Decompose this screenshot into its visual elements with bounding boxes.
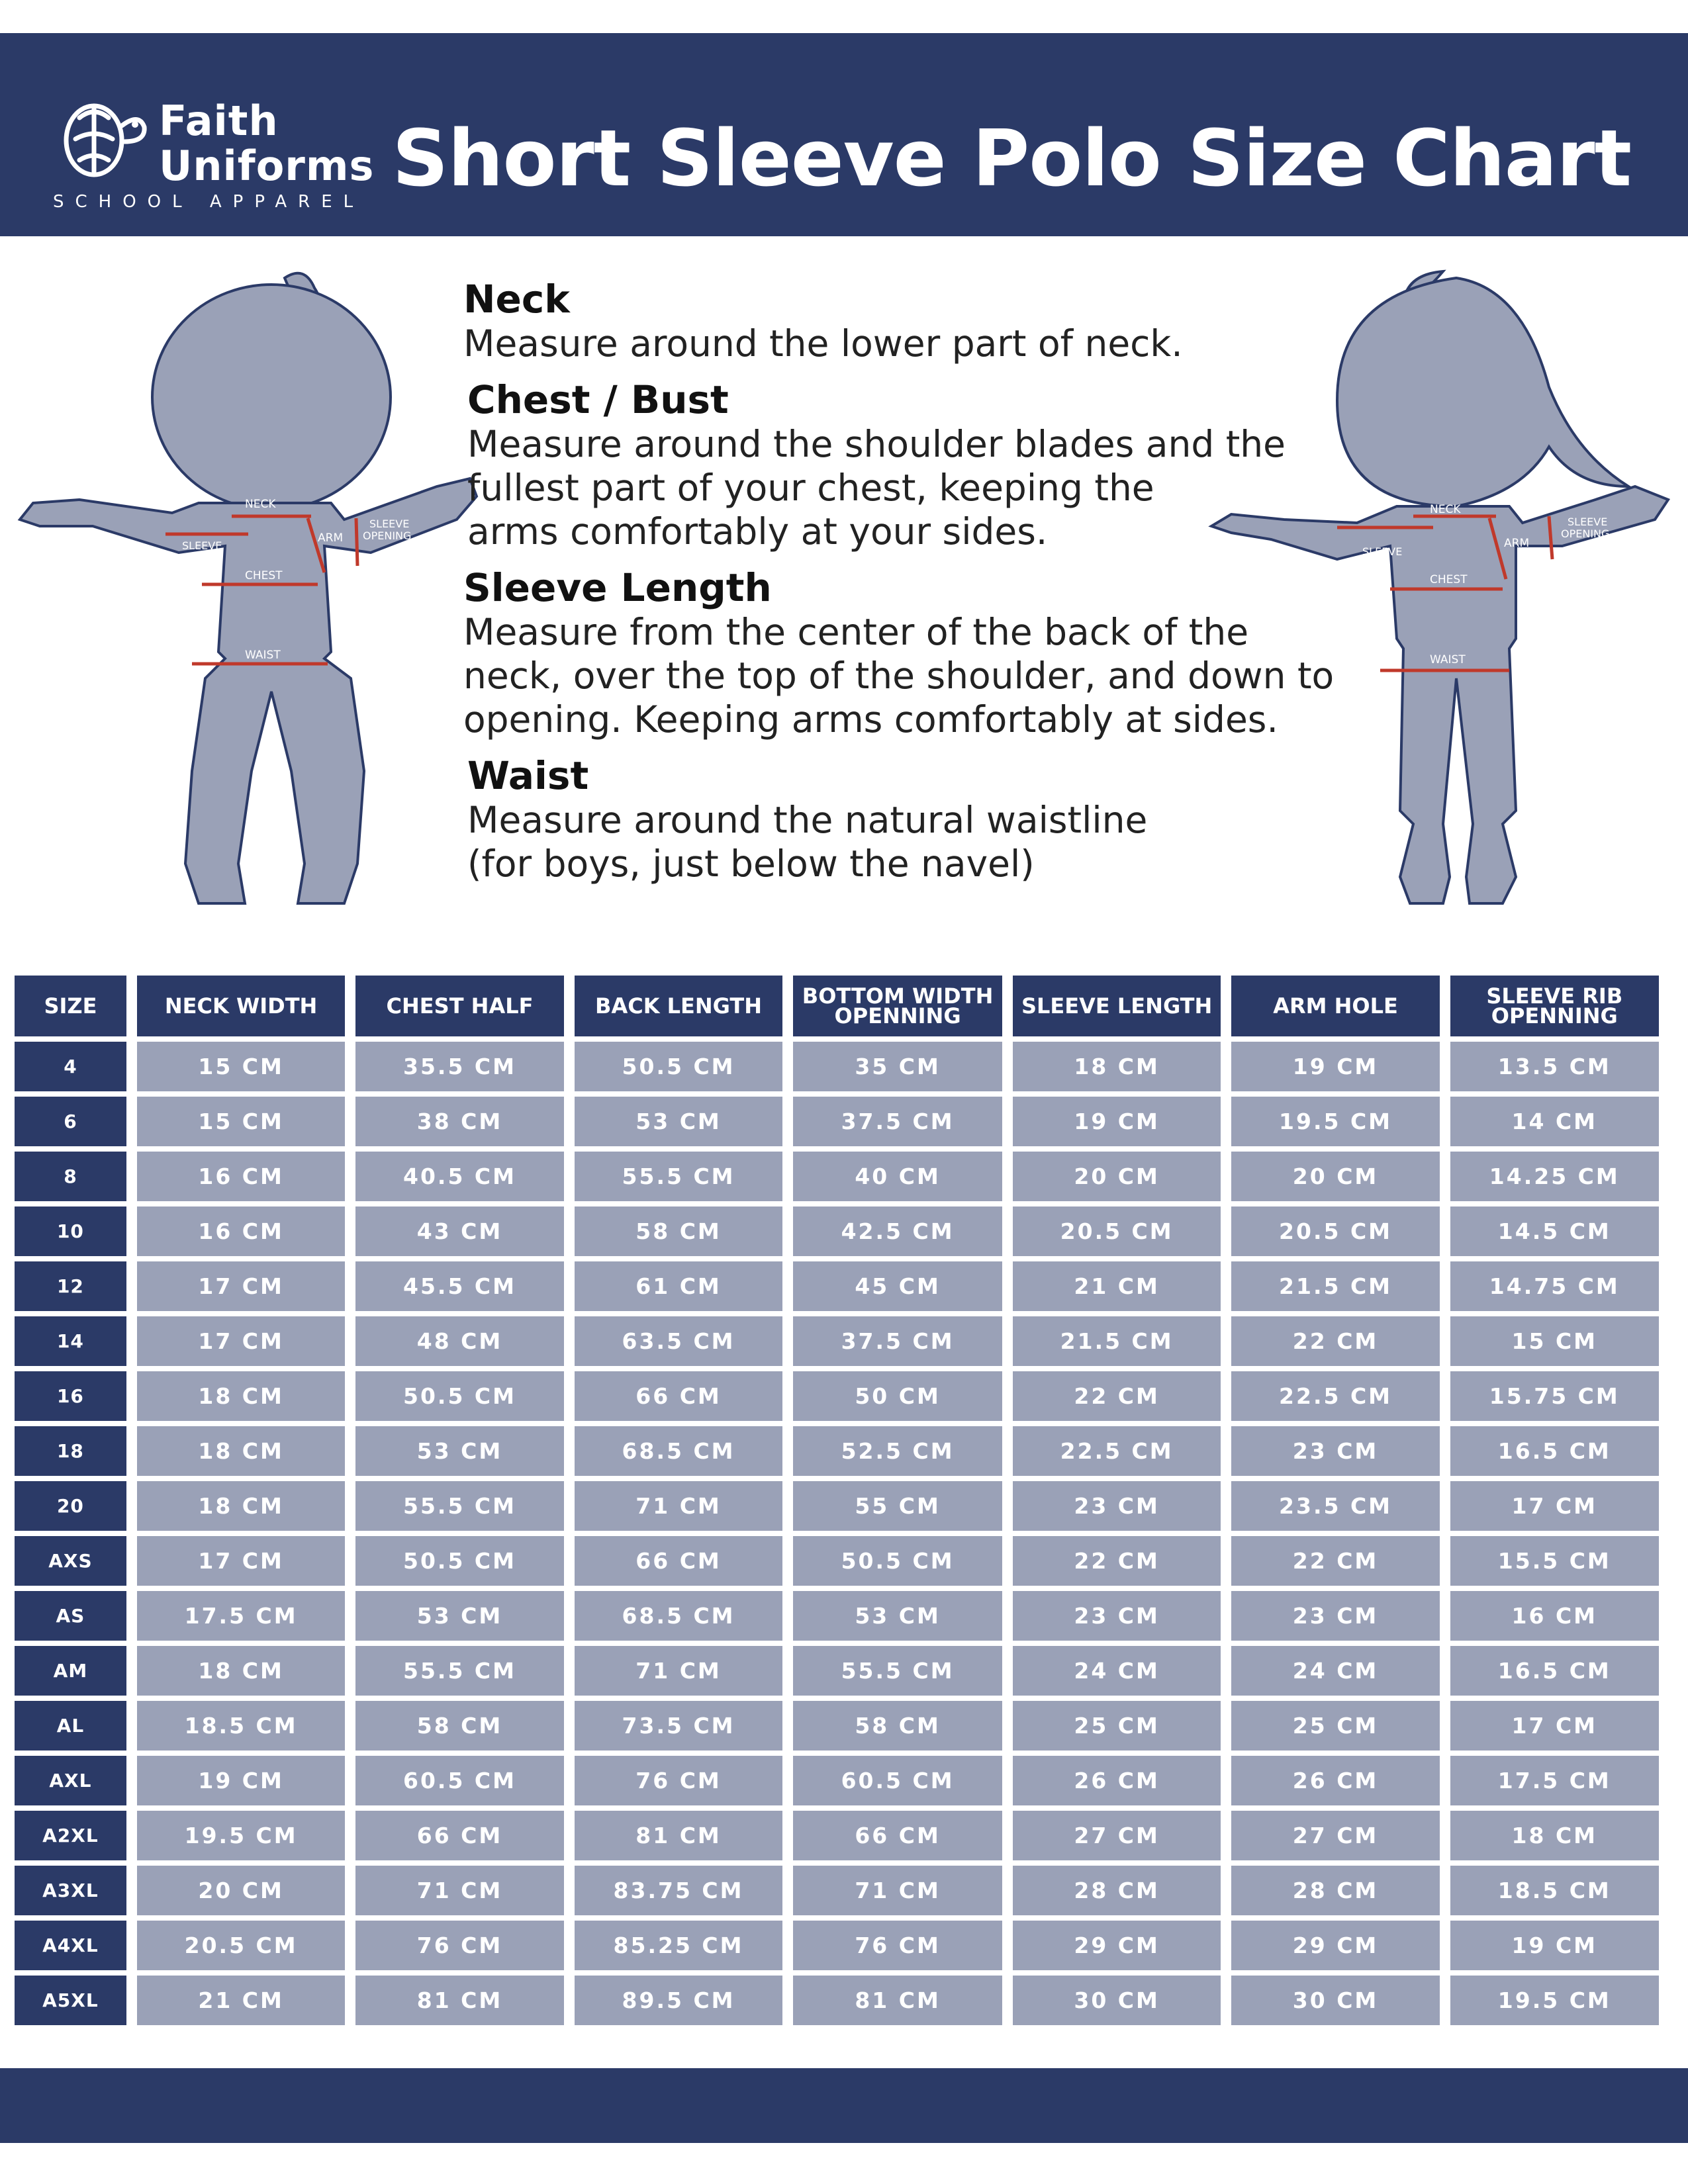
table-row bbox=[15, 1921, 1659, 1970]
table-row bbox=[15, 1536, 1659, 1586]
table-row bbox=[15, 1371, 1659, 1421]
table-cell: 30 CM bbox=[1231, 1976, 1439, 2025]
table-cell: 52.5 CM bbox=[793, 1426, 1002, 1476]
table-cell: 28 CM bbox=[1013, 1866, 1221, 1915]
table-cell: 23 CM bbox=[1231, 1426, 1439, 1476]
measurement-heading: Sleeve Length bbox=[463, 565, 772, 610]
table-cell: 71 CM bbox=[355, 1866, 563, 1915]
size-cell: AXS bbox=[15, 1536, 126, 1586]
table-cell: 58 CM bbox=[793, 1701, 1002, 1751]
figure-label-sleeve: SLEEVE bbox=[182, 539, 222, 552]
column-header: BOTTOM WIDTH OPENNING bbox=[793, 976, 1002, 1036]
table-cell: 24 CM bbox=[1013, 1646, 1221, 1696]
table-cell: 81 CM bbox=[575, 1811, 783, 1860]
table-cell: 22 CM bbox=[1231, 1316, 1439, 1366]
table-cell: 81 CM bbox=[355, 1976, 563, 2025]
table-cell: 18 CM bbox=[1450, 1811, 1659, 1860]
table-cell: 81 CM bbox=[793, 1976, 1002, 2025]
measurement-text: Measure around the natural waistline (for boys, just below the navel) bbox=[467, 799, 1148, 885]
figure-label-sleeve-opening-2: OPENING bbox=[363, 529, 412, 542]
table-cell: 50.5 CM bbox=[355, 1371, 563, 1421]
measurement-neck bbox=[463, 277, 1377, 365]
table-cell: 53 CM bbox=[355, 1426, 563, 1476]
table-row bbox=[15, 1206, 1659, 1256]
table-cell: 22 CM bbox=[1013, 1536, 1221, 1586]
table-cell: 53 CM bbox=[575, 1097, 783, 1146]
table-cell: 21.5 CM bbox=[1231, 1261, 1439, 1311]
table-cell: 30 CM bbox=[1013, 1976, 1221, 2025]
table-cell: 50.5 CM bbox=[355, 1536, 563, 1586]
size-cell: 8 bbox=[15, 1152, 126, 1201]
figure-label-waist: WAIST bbox=[1430, 653, 1466, 666]
table-cell: 60.5 CM bbox=[793, 1756, 1002, 1805]
table-cell: 61 CM bbox=[575, 1261, 783, 1311]
table-cell: 23 CM bbox=[1013, 1481, 1221, 1531]
table-cell: 19 CM bbox=[137, 1756, 345, 1805]
table-cell: 22.5 CM bbox=[1013, 1426, 1221, 1476]
table-cell: 27 CM bbox=[1231, 1811, 1439, 1860]
logo-tagline: SCHOOL APPAREL bbox=[53, 192, 365, 212]
table-cell: 13.5 CM bbox=[1450, 1042, 1659, 1091]
footer-bar bbox=[0, 2068, 1688, 2143]
table-cell: 29 CM bbox=[1231, 1921, 1439, 1970]
table-cell: 24 CM bbox=[1231, 1646, 1439, 1696]
logo-name-line2: Uniforms bbox=[159, 142, 375, 190]
size-cell: A3XL bbox=[15, 1866, 126, 1915]
table-cell: 15.5 CM bbox=[1450, 1536, 1659, 1586]
size-cell: AS bbox=[15, 1591, 126, 1641]
table-cell: 19 CM bbox=[1450, 1921, 1659, 1970]
size-cell: 4 bbox=[15, 1042, 126, 1091]
table-cell: 19.5 CM bbox=[1231, 1097, 1439, 1146]
table-cell: 17.5 CM bbox=[137, 1591, 345, 1641]
table-cell: 43 CM bbox=[355, 1206, 563, 1256]
table-cell: 19 CM bbox=[1013, 1097, 1221, 1146]
table-cell: 35 CM bbox=[793, 1042, 1002, 1091]
table-cell: 14 CM bbox=[1450, 1097, 1659, 1146]
figure-label-chest: CHEST bbox=[245, 569, 283, 582]
table-cell: 14.25 CM bbox=[1450, 1152, 1659, 1201]
measurement-instructions bbox=[463, 277, 1377, 897]
table-row bbox=[15, 1756, 1659, 1805]
measurement-heading: Waist bbox=[467, 753, 589, 798]
table-cell: 66 CM bbox=[793, 1811, 1002, 1860]
page-title: Short Sleeve Polo Size Chart bbox=[392, 113, 1631, 204]
column-header: SLEEVE LENGTH bbox=[1013, 976, 1221, 1036]
turtle-logo-icon bbox=[53, 86, 152, 185]
table-cell: 22 CM bbox=[1013, 1371, 1221, 1421]
table-cell: 50.5 CM bbox=[575, 1042, 783, 1091]
table-cell: 55 CM bbox=[793, 1481, 1002, 1531]
figure-label-arm: ARM bbox=[1504, 537, 1530, 550]
table-cell: 40.5 CM bbox=[355, 1152, 563, 1201]
table-cell: 55.5 CM bbox=[793, 1646, 1002, 1696]
table-cell: 17 CM bbox=[137, 1536, 345, 1586]
table-row bbox=[15, 1646, 1659, 1696]
table-row bbox=[15, 1701, 1659, 1751]
table-cell: 58 CM bbox=[355, 1701, 563, 1751]
table-cell: 16.5 CM bbox=[1450, 1426, 1659, 1476]
table-row bbox=[15, 1481, 1659, 1531]
table-cell: 55.5 CM bbox=[575, 1152, 783, 1201]
table-cell: 25 CM bbox=[1013, 1701, 1221, 1751]
figure-label-sleeve-opening-1: SLEEVE bbox=[1568, 516, 1608, 528]
table-cell: 26 CM bbox=[1231, 1756, 1439, 1805]
size-table-container bbox=[15, 970, 1669, 2030]
size-cell: A5XL bbox=[15, 1976, 126, 2025]
table-row bbox=[15, 1591, 1659, 1641]
measurement-text: Measure around the lower part of neck. bbox=[463, 322, 1183, 365]
table-cell: 55.5 CM bbox=[355, 1481, 563, 1531]
table-cell: 16 CM bbox=[1450, 1591, 1659, 1641]
table-cell: 66 CM bbox=[355, 1811, 563, 1860]
table-row bbox=[15, 1097, 1659, 1146]
table-cell: 16.5 CM bbox=[1450, 1646, 1659, 1696]
measurement-text: Measure from the center of the back of the neck, over the top of the shoulder, and down to opening. Keeping arms comfortably at sides. bbox=[463, 611, 1335, 741]
table-cell: 17 CM bbox=[1450, 1701, 1659, 1751]
table-cell: 18.5 CM bbox=[1450, 1866, 1659, 1915]
table-row bbox=[15, 1042, 1659, 1091]
header-banner bbox=[0, 33, 1688, 236]
table-cell: 68.5 CM bbox=[575, 1591, 783, 1641]
figure-label-sleeve-opening-2: OPENING bbox=[1561, 527, 1610, 540]
table-cell: 20.5 CM bbox=[1231, 1206, 1439, 1256]
size-cell: 10 bbox=[15, 1206, 126, 1256]
size-chart-table bbox=[4, 970, 1669, 2030]
table-cell: 16 CM bbox=[137, 1206, 345, 1256]
table-cell: 45 CM bbox=[793, 1261, 1002, 1311]
table-cell: 19.5 CM bbox=[137, 1811, 345, 1860]
measurement-sleeve-length bbox=[463, 565, 1377, 741]
size-cell: A2XL bbox=[15, 1811, 126, 1860]
table-cell: 28 CM bbox=[1231, 1866, 1439, 1915]
table-cell: 37.5 CM bbox=[793, 1097, 1002, 1146]
figure-label-arm: ARM bbox=[318, 531, 344, 545]
table-cell: 50.5 CM bbox=[793, 1536, 1002, 1586]
table-cell: 23 CM bbox=[1231, 1591, 1439, 1641]
table-cell: 27 CM bbox=[1013, 1811, 1221, 1860]
table-cell: 85.25 CM bbox=[575, 1921, 783, 1970]
table-cell: 45.5 CM bbox=[355, 1261, 563, 1311]
table-cell: 21.5 CM bbox=[1013, 1316, 1221, 1366]
size-cell: 18 bbox=[15, 1426, 126, 1476]
brand-logo bbox=[53, 60, 397, 218]
table-cell: 37.5 CM bbox=[793, 1316, 1002, 1366]
size-cell: AM bbox=[15, 1646, 126, 1696]
column-header: ARM HOLE bbox=[1231, 976, 1439, 1036]
table-cell: 18 CM bbox=[137, 1371, 345, 1421]
table-cell: 63.5 CM bbox=[575, 1316, 783, 1366]
table-body bbox=[15, 1042, 1659, 2025]
table-cell: 18 CM bbox=[137, 1481, 345, 1531]
table-cell: 26 CM bbox=[1013, 1756, 1221, 1805]
measurement-waist bbox=[463, 753, 1377, 886]
table-cell: 60.5 CM bbox=[355, 1756, 563, 1805]
figure-label-neck: NECK bbox=[245, 498, 276, 511]
size-cell: A4XL bbox=[15, 1921, 126, 1970]
table-cell: 18.5 CM bbox=[137, 1701, 345, 1751]
table-cell: 15 CM bbox=[137, 1097, 345, 1146]
table-cell: 20.5 CM bbox=[1013, 1206, 1221, 1256]
table-cell: 89.5 CM bbox=[575, 1976, 783, 2025]
table-cell: 19.5 CM bbox=[1450, 1976, 1659, 2025]
table-cell: 17.5 CM bbox=[1450, 1756, 1659, 1805]
figure-label-neck: NECK bbox=[1430, 503, 1461, 516]
column-header: SLEEVE RIB OPENNING bbox=[1450, 976, 1659, 1036]
table-cell: 71 CM bbox=[793, 1866, 1002, 1915]
size-cell: 14 bbox=[15, 1316, 126, 1366]
table-cell: 68.5 CM bbox=[575, 1426, 783, 1476]
table-cell: 48 CM bbox=[355, 1316, 563, 1366]
table-cell: 53 CM bbox=[793, 1591, 1002, 1641]
measurement-text: Measure around the shoulder blades and the fullest part of your chest, keeping the arms comfortably at your sides. bbox=[467, 423, 1286, 553]
size-cell: 6 bbox=[15, 1097, 126, 1146]
table-row bbox=[15, 1811, 1659, 1860]
size-cell: AXL bbox=[15, 1756, 126, 1805]
table-cell: 35.5 CM bbox=[355, 1042, 563, 1091]
table-cell: 14.75 CM bbox=[1450, 1261, 1659, 1311]
table-cell: 17 CM bbox=[1450, 1481, 1659, 1531]
table-cell: 73.5 CM bbox=[575, 1701, 783, 1751]
table-row bbox=[15, 1316, 1659, 1366]
table-cell: 25 CM bbox=[1231, 1701, 1439, 1751]
table-row bbox=[15, 1152, 1659, 1201]
table-row bbox=[15, 1976, 1659, 2025]
table-cell: 20 CM bbox=[1231, 1152, 1439, 1201]
table-cell: 20.5 CM bbox=[137, 1921, 345, 1970]
measurement-heading: Neck bbox=[463, 277, 570, 322]
table-header-row bbox=[15, 976, 1659, 1036]
table-cell: 83.75 CM bbox=[575, 1866, 783, 1915]
table-cell: 23.5 CM bbox=[1231, 1481, 1439, 1531]
figure-label-chest: CHEST bbox=[1430, 573, 1468, 586]
table-cell: 55.5 CM bbox=[355, 1646, 563, 1696]
table-cell: 71 CM bbox=[575, 1646, 783, 1696]
table-cell: 42.5 CM bbox=[793, 1206, 1002, 1256]
table-cell: 58 CM bbox=[575, 1206, 783, 1256]
table-cell: 14.5 CM bbox=[1450, 1206, 1659, 1256]
table-cell: 76 CM bbox=[793, 1921, 1002, 1970]
table-cell: 16 CM bbox=[137, 1152, 345, 1201]
figure-label-waist: WAIST bbox=[245, 649, 281, 662]
column-header: BACK LENGTH bbox=[575, 976, 783, 1036]
table-cell: 38 CM bbox=[355, 1097, 563, 1146]
table-cell: 23 CM bbox=[1013, 1591, 1221, 1641]
table-cell: 50 CM bbox=[793, 1371, 1002, 1421]
table-row bbox=[15, 1866, 1659, 1915]
table-cell: 66 CM bbox=[575, 1536, 783, 1586]
table-cell: 76 CM bbox=[355, 1921, 563, 1970]
table-cell: 17 CM bbox=[137, 1316, 345, 1366]
table-cell: 18 CM bbox=[137, 1646, 345, 1696]
table-cell: 15 CM bbox=[137, 1042, 345, 1091]
table-cell: 18 CM bbox=[137, 1426, 345, 1476]
table-cell: 71 CM bbox=[575, 1481, 783, 1531]
table-cell: 76 CM bbox=[575, 1756, 783, 1805]
figure-label-sleeve-opening-1: SLEEVE bbox=[369, 518, 410, 530]
table-cell: 20 CM bbox=[1013, 1152, 1221, 1201]
column-header: SIZE bbox=[15, 976, 126, 1036]
figure-label-sleeve: SLEEVE bbox=[1362, 545, 1403, 558]
boy-figure-illustration bbox=[13, 268, 490, 910]
column-header: NECK WIDTH bbox=[137, 976, 345, 1036]
table-cell: 22 CM bbox=[1231, 1536, 1439, 1586]
table-cell: 17 CM bbox=[137, 1261, 345, 1311]
column-header: CHEST HALF bbox=[355, 976, 563, 1036]
table-cell: 53 CM bbox=[355, 1591, 563, 1641]
table-cell: 15 CM bbox=[1450, 1316, 1659, 1366]
size-cell: AL bbox=[15, 1701, 126, 1751]
size-cell: 16 bbox=[15, 1371, 126, 1421]
table-cell: 20 CM bbox=[137, 1866, 345, 1915]
table-row bbox=[15, 1261, 1659, 1311]
table-cell: 21 CM bbox=[1013, 1261, 1221, 1311]
table-cell: 29 CM bbox=[1013, 1921, 1221, 1970]
table-cell: 40 CM bbox=[793, 1152, 1002, 1201]
table-cell: 18 CM bbox=[1013, 1042, 1221, 1091]
table-cell: 21 CM bbox=[137, 1976, 345, 2025]
logo-name-line1: Faith bbox=[159, 97, 279, 145]
size-cell: 20 bbox=[15, 1481, 126, 1531]
table-cell: 22.5 CM bbox=[1231, 1371, 1439, 1421]
table-cell: 19 CM bbox=[1231, 1042, 1439, 1091]
measurement-heading: Chest / Bust bbox=[467, 377, 729, 422]
table-cell: 15.75 CM bbox=[1450, 1371, 1659, 1421]
table-cell: 66 CM bbox=[575, 1371, 783, 1421]
table-row bbox=[15, 1426, 1659, 1476]
size-cell: 12 bbox=[15, 1261, 126, 1311]
measurement-chest-bust bbox=[463, 377, 1377, 553]
